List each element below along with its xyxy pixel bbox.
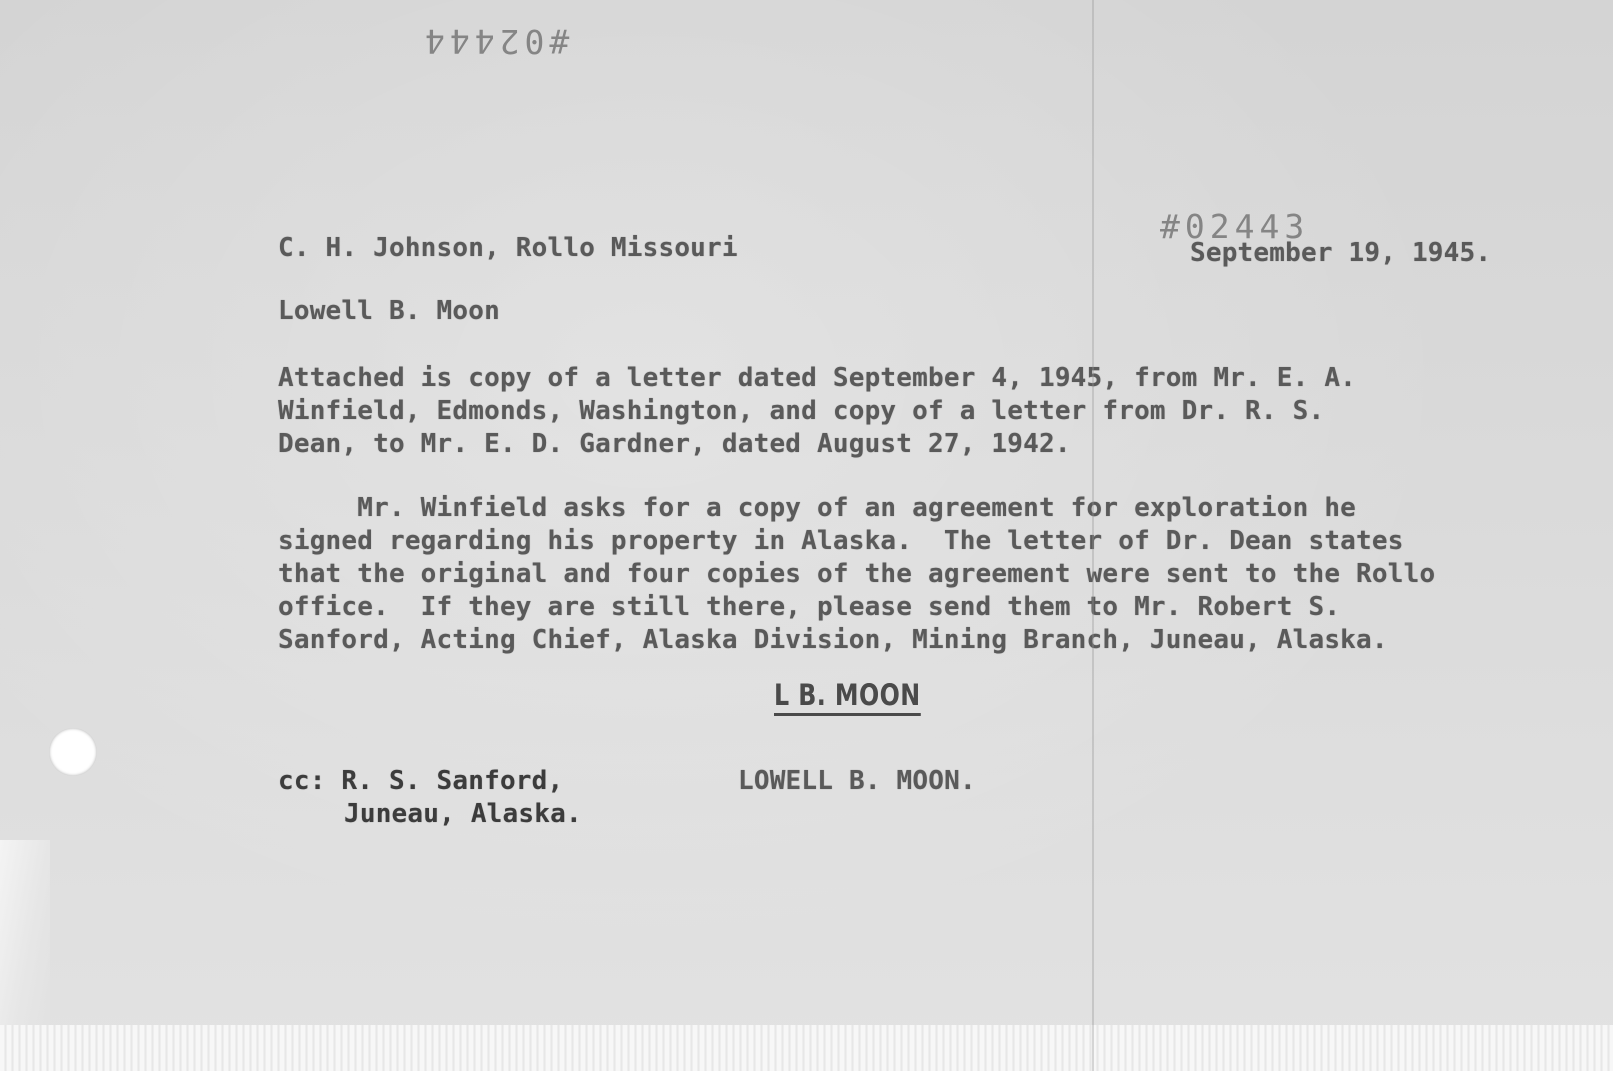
signature-stamp: L B. MOON [774,678,921,716]
cc-address: Juneau, Alaska. [344,799,582,829]
cc-line: cc: R. S. Sanford, [278,766,564,796]
paragraph-line: Mr. Winfield asks for a copy of an agreement for exploration he [278,493,1357,523]
paragraph-line: Dean, to Mr. E. D. Gardner, dated August 27, 1942. [278,429,1071,459]
file-number-stamp: #02444 [420,22,570,61]
typed-signature: LOWELL B. MOON. [738,766,976,796]
folded-corner [0,840,50,1030]
sender-line: Lowell B. Moon [278,296,500,326]
punch-hole [49,728,97,776]
torn-bottom-edge [0,1025,1613,1071]
paragraph-line: Attached is copy of a letter dated September 4, 1945, from Mr. E. A. [278,363,1357,393]
paragraph-line: office. If they are still there, please send them to Mr. Robert S. [278,592,1341,622]
paragraph-line: Sanford, Acting Chief, Alaska Division, Mining Branch, Juneau, Alaska. [278,625,1388,655]
paragraph-line: signed regarding his property in Alaska. The letter of Dr. Dean states [278,526,1404,556]
letter-date: September 19, 1945. [1190,238,1492,268]
paragraph-line: Winfield, Edmonds, Washington, and copy of a letter from Dr. R. S. [278,396,1325,426]
date-number-stamp: #02443 [1160,207,1310,246]
paragraph-line: that the original and four copies of the agreement were sent to the Rollo [278,559,1436,589]
recipient-line: C. H. Johnson, Rollo Missouri [278,233,738,263]
